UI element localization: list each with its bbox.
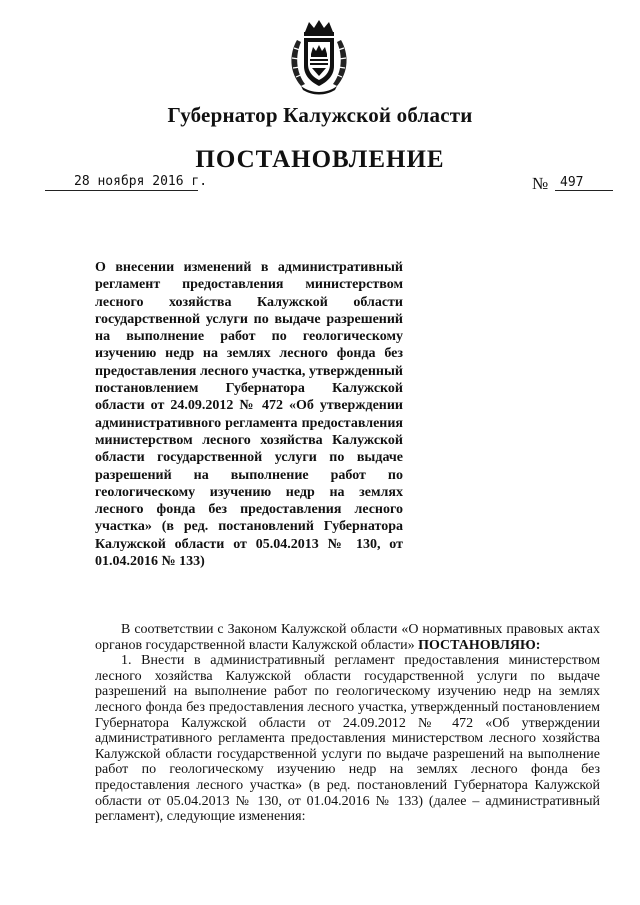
resolve-word: ПОСТАНОВЛЯЮ: — [418, 637, 541, 653]
preamble-text: В соответствии с Законом Калужской области «О нормативных правовых актах органов государственной власти Калужской области» — [95, 622, 600, 653]
document-subject: О внесении изменений в административный регламент предоставления министерством лесного хозяйства Калужской области государственной услуги по выдаче разрешений на выполнение работ по геологическому изучению недр на землях лесного фонда без предоставления лесного участка, утвержденный постановлением Губернатора Калужской области от 24.09.2012 № 472 «Об утверждении административного регламента предоставления министерством лесного хозяйства Калужской области государственной услуги по выдаче разрешений на выполнение работ по геологическому изучению недр на землях лесного фонда без предоставления лесного участка» (в ред. постановлений Губернатора Калужской области от 05.04.2013 № 130, от 01.04.2016 № 133) — [95, 260, 403, 570]
document-date: 28 ноября 2016 г. — [74, 174, 208, 189]
kaluga-coat-of-arms-icon — [287, 18, 351, 96]
document-number: 497 — [560, 175, 584, 190]
item-1-paragraph: 1. Внести в административный регламент предоставления министерством лесного хозяйства Калужской области государственной услуги по выдаче разрешений на выполнение работ по геологическому изучению недр на землях лесного фонда без предоставления лесного участка, утвержденный постановлением Губернатора Калужской области от 24.09.2012 № 472 «Об утверждении административного регламента предоставления министерством лесного хозяйства Калужской области государственной услуги по выдаче разрешений на выполнение работ по геологическому изучению недр на землях лесного фонда без предоставления лесного участка» (в ред. постановлений Губернатора Калужской области от 05.04.2013 № 130, от 01.04.2016 № 133) (далее – административный регламент), следующие изменения: — [95, 653, 600, 825]
preamble-paragraph — [95, 622, 600, 653]
document-type-title: ПОСТАНОВЛЕНИЕ — [195, 146, 445, 173]
number-sign: № — [532, 174, 549, 193]
document-body — [95, 622, 600, 825]
issuing-authority: Губернатор Калужской области — [167, 103, 473, 127]
